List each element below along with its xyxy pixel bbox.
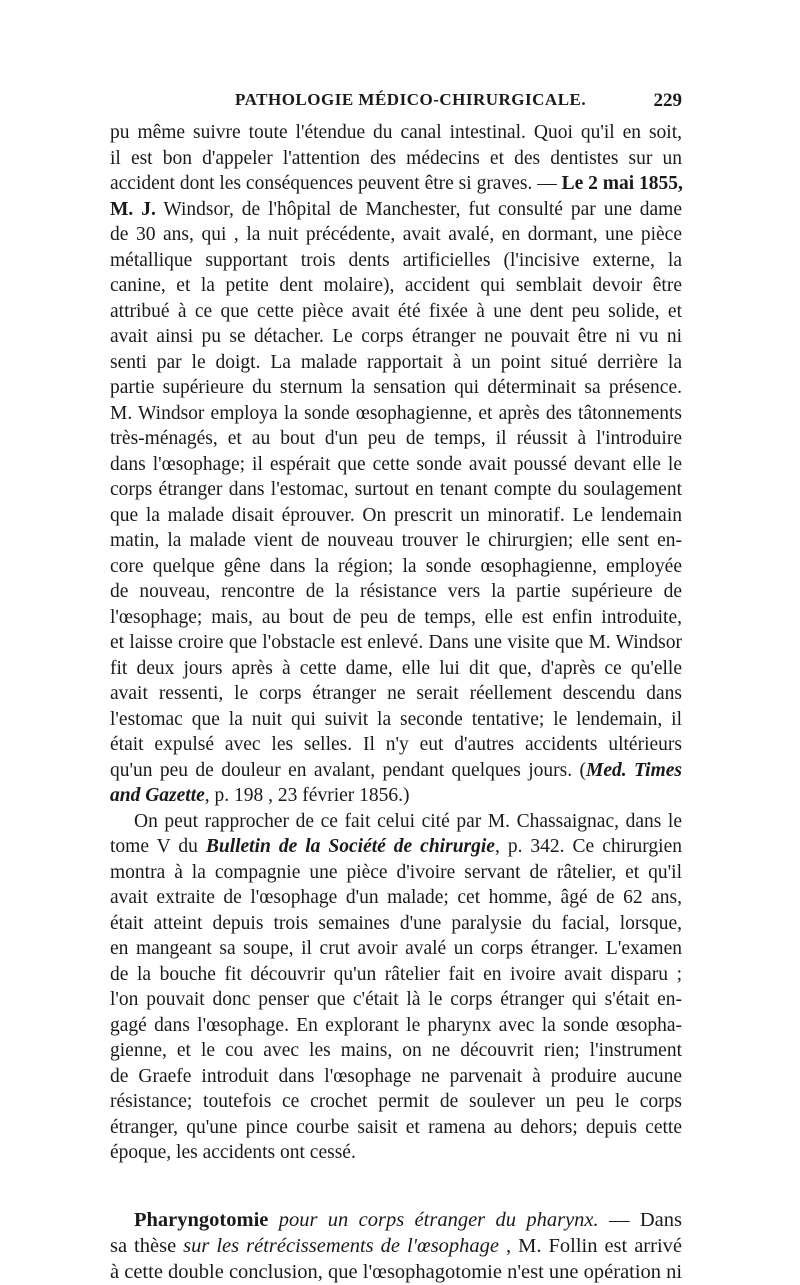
text-line: l'estomac que la nuit qui suivit la seconde tentative; le lendemain, il: [110, 708, 682, 730]
text-line: partie supérieure du sternum la sensation qui déterminait sa présence.: [110, 377, 682, 398]
text-run: Windsor, de l'hôpital de Manchester, fut consulté par une dame: [155, 198, 682, 220]
running-title: PATHOLOGIE MÉDICO-CHIRURGICALE.: [235, 90, 587, 109]
text-run: qu'un peu de douleur en avalant, pendant quelques jours. (: [110, 759, 586, 781]
text-line: de nouveau, rencontre de la résistance vers la partie supérieure de: [110, 581, 682, 602]
citation-run: sur les rétrécissements de l'œsophage: [183, 1234, 500, 1257]
text-line: [110, 197, 682, 223]
text-line: très-ménagés, et au bout d'un peu de temps, il réussit à l'introduire: [110, 428, 682, 449]
paragraph-gap: [110, 1166, 682, 1207]
text-line: de 30 ans, qui , la nuit précédente, avait avalé, en dormant, une pièce: [110, 224, 682, 245]
text-line: montra à la compagnie une pièce d'ivoire servant de râtelier, et qu'il: [110, 861, 682, 883]
text-line: [110, 1233, 682, 1259]
text-line: dans l'œsophage; il espérait que cette sonde avait poussé devant elle le: [110, 453, 682, 475]
text-line: [110, 1207, 682, 1233]
text-run: sa thèse: [110, 1234, 184, 1257]
text-line: fit deux jours après à cette dame, elle lui dit que, d'après ce qu'elle: [110, 657, 682, 679]
text-line: gienne, et le cou avec les mains, on ne découvrit rien; l'instrument: [110, 1040, 682, 1061]
text-line: l'œsophage; mais, au bout de peu de temps, elle est enfin introduite,: [110, 606, 682, 628]
text-line: et laisse croire que l'obstacle est enlevé. Dans une visite que M. Windsor: [110, 632, 682, 653]
text-run: , M. Follin est arrivé: [499, 1234, 682, 1257]
text-line: étranger, qu'une pince courbe saisit et ramena au dehors; depuis cette: [110, 1116, 682, 1138]
section-subtitle: pour un corps étranger du pharynx.: [268, 1208, 599, 1231]
text-line: l'on pouvait donc penser que c'était là le corps étranger qui s'était en-: [110, 989, 682, 1010]
text-line: canine, et la petite dent molaire), accident qui semblait devoir être: [110, 275, 682, 296]
text-line: [110, 758, 682, 784]
text-line: [110, 171, 682, 197]
text-line: On peut rapprocher de ce fait celui cité par M. Chassaignac, dans le: [134, 810, 682, 832]
text-line: à cette double conclusion, que l'œsophagotomie n'est une opération ni: [110, 1260, 683, 1283]
text-line: M. Windsor employa la sonde œsophagienne, et après des tâtonnements: [110, 402, 682, 424]
text-line: pu même suivre toute l'étendue du canal intestinal. Quoi qu'il en soit,: [110, 122, 682, 143]
text-line: attribué à ce que cette pièce avait été fixée à une dent peu solide, et: [110, 300, 682, 322]
page-number: 229: [653, 90, 682, 111]
text-line: avait ainsi pu se détacher. Le corps étranger ne pouvait être ni vu ni: [110, 326, 682, 347]
citation-run: Med. Times: [585, 759, 682, 781]
text-run: , p. 198 , 23 février 1856.): [204, 785, 410, 806]
text-line: époque, les accidents ont cessé.: [110, 1142, 356, 1163]
section-title: Pharyngotomie: [134, 1208, 269, 1231]
text-line: en mangeant sa soupe, il crut avoir avalé un corps étranger. L'examen: [110, 938, 682, 959]
text-line: était expulsé avec les selles. Il n'y eut d'autres accidents ultérieurs: [110, 734, 682, 755]
text-run: accident dont les conséquences peuvent être si graves. —: [110, 173, 562, 194]
citation-run: Bulletin de la Société de chirurgie: [205, 836, 495, 857]
text-line: corps étranger dans l'estomac, surtout en tenant compte du soulagement: [110, 479, 682, 500]
text-line: [110, 783, 682, 809]
text-line: que la malade disait éprouver. On prescrit un minoratif. Le lendemain: [110, 504, 682, 526]
text-line: [110, 834, 682, 860]
body-text: [110, 120, 682, 1285]
text-line: il est bon d'appeler l'attention des médecins et des dentistes sur un: [110, 147, 682, 169]
name-run: M. J.: [110, 198, 156, 220]
text-line: avait extraite de l'œsophage d'un malade; cet homme, âgé de 62 ans,: [110, 887, 682, 908]
date-run: Le 2 mai 1855,: [561, 173, 683, 194]
text-line: de Graefe introduit dans l'œsophage ne parvenait à produire aucune: [110, 1065, 682, 1087]
text-line: avait ressenti, le corps étranger ne serait réellement descendu dans: [110, 683, 682, 704]
text-run: tome V du: [110, 836, 206, 857]
text-line: senti par le doigt. La malade rapportait à un point situé derrière la: [110, 351, 682, 373]
text-run: — Dans: [598, 1208, 682, 1231]
text-line: matin, la malade vient de nouveau trouver le chirurgien; elle sent en-: [110, 530, 682, 551]
text-line: de la bouche fit découvrir qu'un râtelier fait en ivoire avait disparu ;: [110, 963, 682, 985]
text-line: résistance; toutefois ce crochet permit de soulever un peu le corps: [110, 1091, 682, 1112]
citation-run: and Gazette: [110, 785, 205, 806]
text-run: , p. 342. Ce chirurgien: [494, 836, 682, 857]
text-line: gagé dans l'œsophage. En explorant le pharynx avec la sonde œsopha-: [110, 1014, 682, 1036]
text-line: core quelque gêne dans la région; la sonde œsophagienne, employée: [110, 555, 682, 577]
text-line: était atteint depuis trois semaines d'une paralysie du facial, lorsque,: [110, 912, 682, 934]
text-line: métallique supportant trois dents artificielles (l'incisive externe, la: [110, 249, 682, 271]
page-header: [110, 90, 682, 120]
